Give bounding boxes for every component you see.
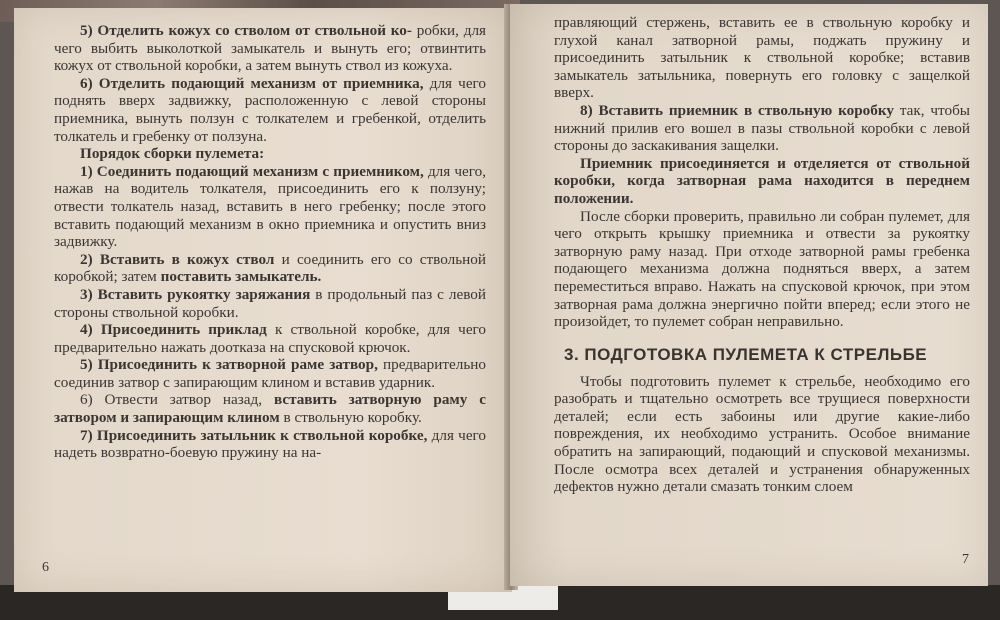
right-page xyxy=(510,4,988,586)
paragraph-6: 6) Отделить подающий механизм от приемника, для чего поднять вверх задвижку, расположенную с левой стороны приемника, вынуть ползун с толкателем и гребенкой, отделить толкатель и гребенку от ползуна. xyxy=(54,74,486,145)
paragraph-a4: 4) Присоединить приклад к ствольной коробке, для чего предварительно нажать доотказа на спусковой крючок. xyxy=(54,321,487,356)
preparation-paragraph: Чтобы подготовить пулемет к стрельбе, необходимо его разобрать и тщательно осмотреть все трущиеся поверхности деталей; если есть забоины или другие какие-либо повреждения, их необходимо устранить. Особое внимание обратить на запирающий, подающий и спусковой механизмы. После осмотра всех деталей и устранения обнаруженных дефектов нужно детали смазать тонким слоем xyxy=(554,372,970,496)
section-heading: 3. ПОДГОТОВКА ПУЛЕМЕТА К СТРЕЛЬБЕ xyxy=(564,344,928,364)
paragraph-a7: 7) Присоединить затыльник к ствольной коробке, для чего надеть возвратно-боевую пружину на на- xyxy=(54,426,486,462)
assembly-order-heading: Порядок сборки пулемета: xyxy=(80,145,265,163)
continued-paragraph: правляющий стержень, вставить ее в ствольную коробку и глухой канал затворной рамы, поджать пружину и присоединить затыльник к ствольной коробке; вставив замыкатель затыльника, повернуть его головку с защелкой вверх. xyxy=(554,14,970,102)
paragraph-a5: 5) Присоединить к затворной раме затвор, предварительно соединив затвор с запирающим клином и вставив ударник. xyxy=(54,356,486,391)
left-page xyxy=(14,8,512,592)
paragraph-a1: 1) Соединить подающий механизм с приемником, для чего, нажав на водитель толкателя, присоединить его к ползуну; отвести толкатель назад, вставить в него гребенку; после этого вставить подающий механизм в окно приемника и опустить вниз задвижку. xyxy=(54,162,486,251)
paragraph-a3: 3) Вставить рукоятку заряжания в продольный паз с левой стороны ствольной коробки. xyxy=(54,285,486,321)
page-number-right: 7 xyxy=(962,552,969,567)
check-paragraph: После сборки проверить, правильно ли собран пулемет, для чего открыть крышку приемника и отвести за рукоятку затворную раму назад. При отходе затворной рамы гребенка подающего механизма должна подняться вверх, а затем переместиться вправо. Нажать на спусковой крючок, при этом затворная рама должна энергично пойти вперед; если этого не произойдет, то пулемет собран неправильно. xyxy=(554,207,970,331)
page-number-left: 6 xyxy=(42,560,49,575)
paragraph-a8: 8) Вставить приемник в ствольную коробку так, чтобы нижний прилив его вошел в пазы ствольной коробки с левой стороны до заскакивания защелки. xyxy=(554,101,971,155)
paragraph-5: 5) Отделить кожух со стволом от ствольной ко- робки, для чего выбить выколоткой замыкатель и вынуть его; отвинтить кожух от ствольной коробки, а затем вынуть ствол из кожуха. xyxy=(54,22,487,75)
paragraph-a2: 2) Вставить в кожух ствол и соединить его со ствольной коробкой; затем поставить замыкатель. xyxy=(54,250,486,286)
paragraph-a6: 6) Отвести затвор назад, вставить затворную раму с затвором и запирающим клином в ствольную коробку. xyxy=(54,391,487,427)
receiver-note: Приемник присоединяется и отделяется от ствольной коробки, когда затворная рама находится в переднем положении. xyxy=(554,154,970,207)
